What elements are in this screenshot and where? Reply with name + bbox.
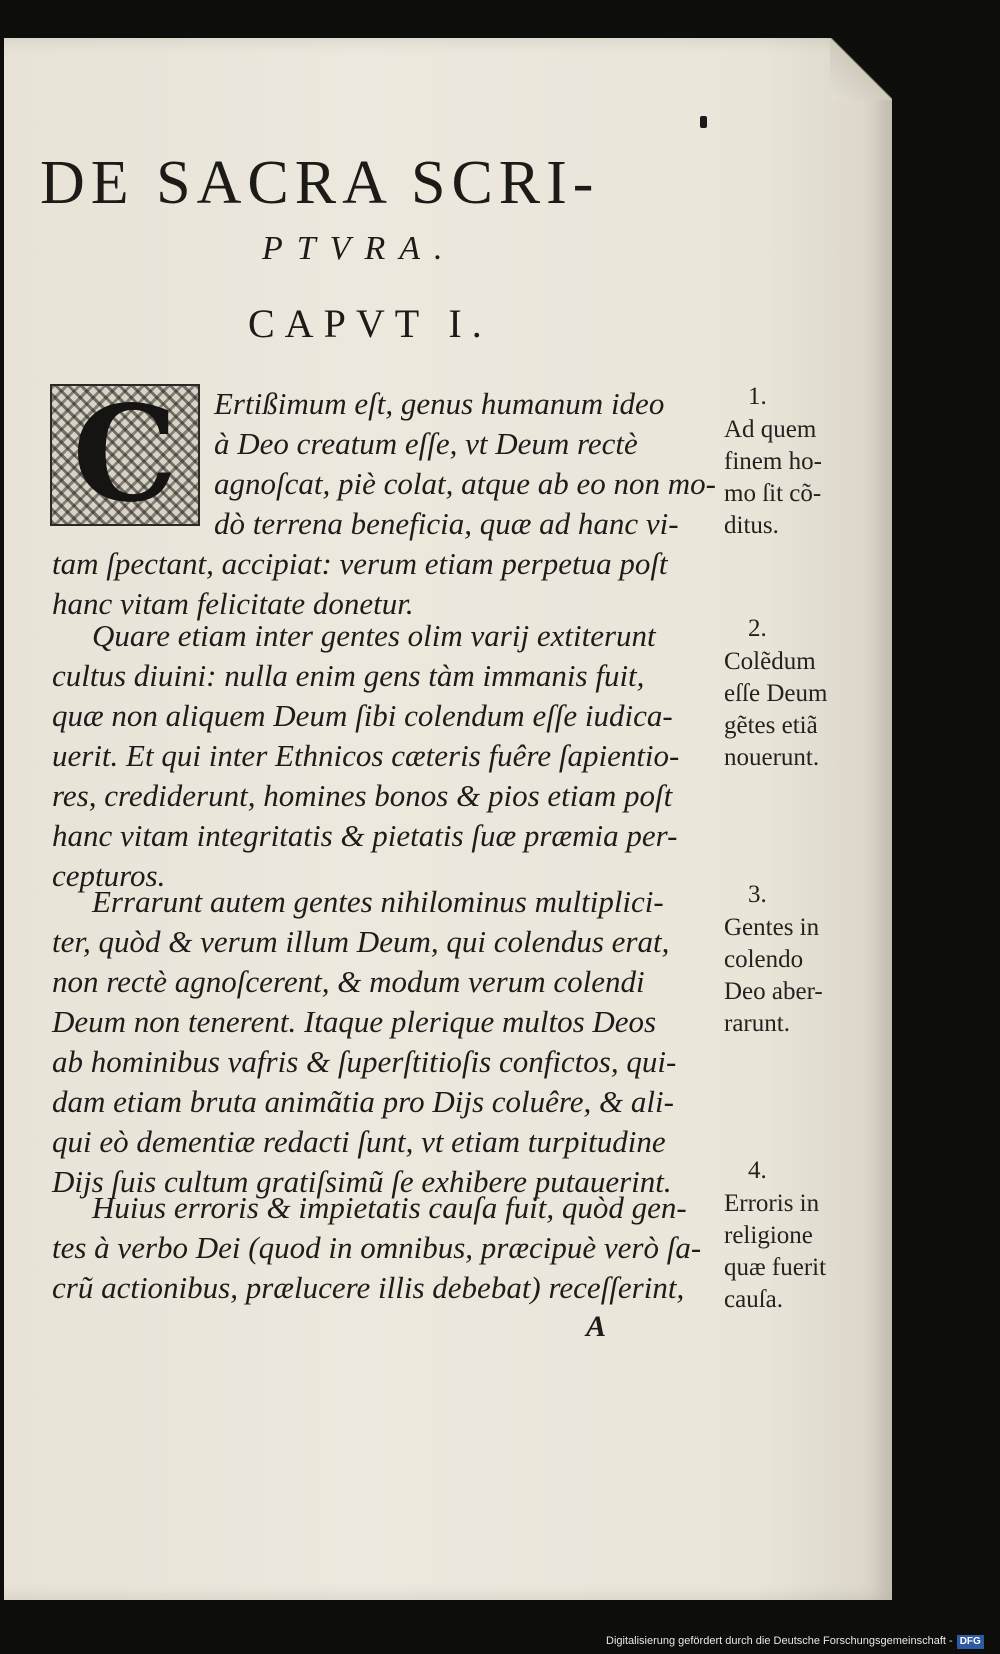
dfg-logo: DFG [957,1635,984,1649]
digitization-credit-text: Digitalisierung gefördert durch die Deutsche Forschungsgemeinschaft - [606,1635,953,1647]
text-line: cultus diuini: nulla enim gens tàm immanis fuit, [52,658,645,693]
text-line: Errarunt autem gentes nihilominus multiplici- [92,884,664,919]
marginal-note-line: quæ fuerit [724,1254,827,1281]
page-subtitle: PTVRA. [262,230,457,267]
marginal-note-line: Deo aber- [724,978,823,1005]
marginal-note-3 [724,878,874,1040]
marginal-note-line: religione [724,1222,813,1249]
text-line: ter, quòd & verum illum Deum, qui colendus erat, [52,924,670,959]
marginal-note-line: rarunt. [724,1010,790,1037]
text-line: qui eò dementiæ redacti ſunt, vt etiam turpitudine [52,1124,666,1159]
text-line: crũ actionibus, prælucere illis debebat) receſſerint, [52,1270,685,1305]
marginal-note-line: ditus. [724,512,779,539]
marginal-note-2 [724,612,874,774]
text-line: uerit. Et qui inter Ethnicos cæteris fuêre ſapientio- [52,738,680,773]
marginal-note-number: 1. [748,383,767,410]
text-line: tes à verbo Dei (quod in omnibus, præcipuè verò ſa- [52,1230,702,1265]
text-line: hanc vitam felicitate donetur. [52,586,414,621]
page-title: DE SACRA SCRI- [40,149,600,217]
text-line: tam ſpectant, accipiat: verum etiam perpetua poſt [52,546,668,581]
text-line: Dijs ſuis cultum gratiſsimũ ſe exhibere putauerint. [52,1164,672,1199]
text-line: agnoſcat, piè colat, atque ab eo non mo- [214,466,716,501]
text-line: dò terrena beneficia, quæ ad hanc vi- [214,506,679,541]
text-line: hanc vitam integritatis & pietatis ſuæ præmia per- [52,818,678,853]
digitization-credit [606,1632,996,1650]
text-line: quæ non aliquem Deum ſibi colendum eſſe iudica- [52,698,673,733]
text-line: non rectè agnoſcerent, & modum verum colendi [52,964,645,999]
text-line: à Deo creatum eſſe, vt Deum rectè [214,426,638,461]
paragraph-1 [52,377,720,624]
text-line: cepturos. [52,858,166,893]
page-mark [700,116,707,128]
marginal-note-line: Gentes in [724,914,820,941]
paragraph-4 [52,1188,720,1308]
marginal-note-line: Ad quem [724,416,817,443]
marginal-note-line: finem ho- [724,448,822,475]
marginal-note-4 [724,1154,874,1316]
marginal-note-1 [724,380,874,542]
paragraph-2 [52,616,720,896]
text-line: Quare etiam inter gentes olim varij extiterunt [92,618,656,653]
text-line: Ertißimum eſt, genus humanum ideo [214,386,665,421]
marginal-note-line: Erroris in [724,1190,820,1217]
folded-page-corner [830,38,892,100]
marginal-note-line: nouerunt. [724,744,820,771]
decorated-initial-letter: C [72,377,178,532]
text-line: dam etiam bruta animãtia pro Dijs coluêre, & ali- [52,1084,674,1119]
marginal-note-number: 4. [748,1157,767,1184]
text-line: Deum non tenerent. Itaque plerique multos Deos [52,1004,657,1039]
marginal-note-line: mo ſit cõ- [724,480,822,507]
marginal-note-line: cauſa. [724,1286,783,1313]
text-line: ab hominibus vafris & ſuperſtitioſis confictos, qui- [52,1044,677,1079]
chapter-heading: CAPVT I. [248,301,492,346]
marginal-note-line: gẽtes etiã [724,712,818,739]
marginal-note-number: 2. [748,615,767,642]
signature-mark: A [586,1310,607,1343]
marginal-note-line: eſſe Deum [724,680,828,707]
text-line: res, crediderunt, homines bonos & pios etiam poſt [52,778,673,813]
marginal-note-number: 3. [748,881,767,908]
paragraph-3 [52,882,720,1202]
text-line: Huius erroris & impietatis cauſa fuit, quòd gen- [92,1190,687,1225]
marginal-note-line: Colẽdum [724,648,816,675]
marginal-note-line: colendo [724,946,804,973]
